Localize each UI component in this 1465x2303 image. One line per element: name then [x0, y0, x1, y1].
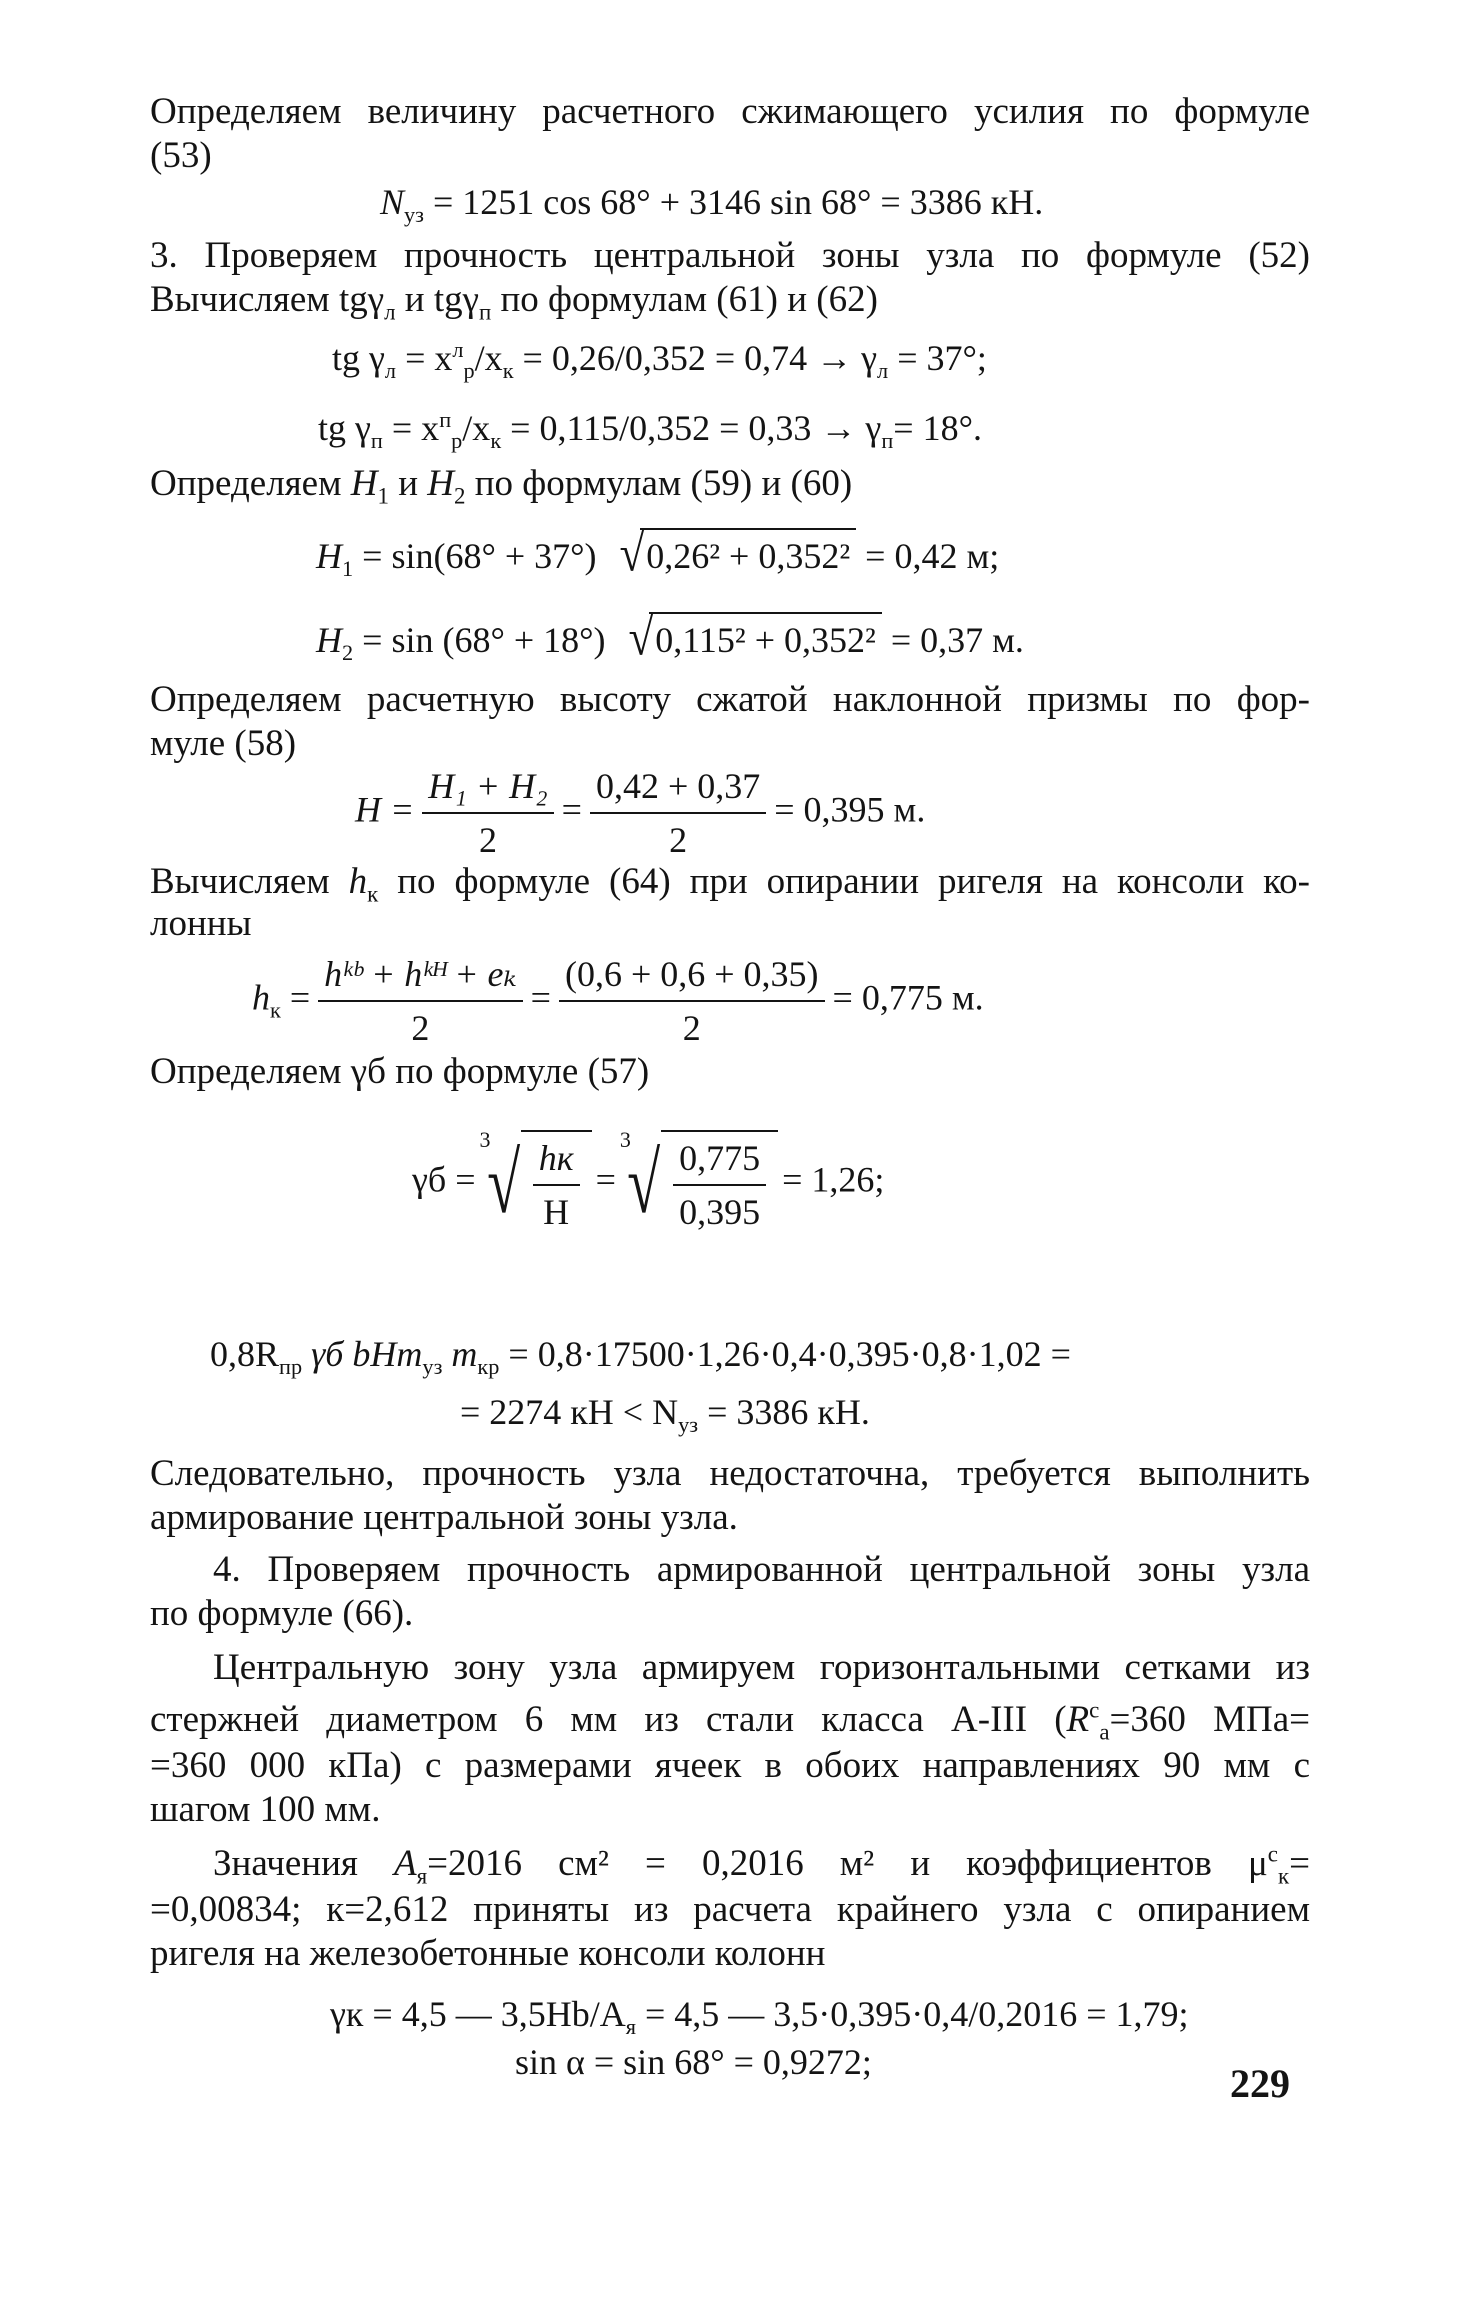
- sub: к: [1277, 1863, 1290, 1889]
- radical-sign: √: [486, 1135, 520, 1231]
- sub: 2: [454, 483, 466, 509]
- text-line: =0,00834; к=2,612 приняты из расчета крайнего узла с опиранием: [150, 1889, 1310, 1930]
- formula-tg-gamma-l: [332, 334, 987, 382]
- root-index: 3: [619, 1127, 631, 1152]
- fraction: [559, 950, 825, 1052]
- radical-sign: √: [619, 524, 645, 582]
- expr: γб bHm: [302, 1334, 423, 1374]
- expr: = 3386 кН.: [698, 1392, 870, 1432]
- expr: = 1251 cos 68° + 3146 sin 68° = 3386 кН.: [424, 182, 1044, 222]
- sub: л: [384, 299, 396, 325]
- text-line: по формуле (66).: [150, 1593, 414, 1634]
- var: h: [252, 977, 270, 1018]
- text: =: [1289, 1843, 1310, 1884]
- expr: m: [442, 1334, 478, 1374]
- expr: = 0,42 м;: [856, 536, 1000, 576]
- sub: я: [625, 2014, 636, 2040]
- text: и: [388, 463, 428, 504]
- text-line: ригеля на железобетонные консоли колонн: [150, 1933, 826, 1974]
- text: Определяем: [150, 463, 351, 504]
- expr: = 4,5 — 3,5·0,395·0,4/0,2016 = 1,79;: [635, 1994, 1189, 2034]
- formula-gamma-k: [330, 1990, 1189, 2038]
- sup: с: [1089, 1697, 1100, 1723]
- expr: = x: [396, 338, 453, 378]
- page-number: 229: [1230, 2061, 1290, 2106]
- formula-check-2: [460, 1388, 870, 1436]
- expr: = 2274 кН < N: [460, 1392, 679, 1432]
- formula-hk: [252, 950, 984, 1052]
- var: H: [316, 536, 342, 576]
- formula-tg-gamma-p: [318, 404, 982, 452]
- var: h: [348, 861, 368, 902]
- var: H: [316, 620, 342, 660]
- expr: = sin (68° + 18°): [353, 620, 615, 660]
- sub: к: [490, 428, 502, 454]
- expr: γб =: [412, 1159, 476, 1200]
- square-root: [615, 608, 882, 666]
- cube-root: [619, 1127, 778, 1236]
- text: =2016 см² = 0,2016 м² и коэффициентов μ: [427, 1843, 1268, 1884]
- expr: =: [280, 977, 311, 1018]
- var: H =: [355, 789, 415, 830]
- denominator: 2: [682, 1008, 701, 1048]
- text-line: [150, 276, 1310, 324]
- expr: = 0,775 м.: [832, 977, 984, 1018]
- sub: л: [877, 358, 889, 384]
- text-line: =360 000 кПа) с размерами ячеек в обоих направлениях 90 мм с: [150, 1745, 1310, 1786]
- text: и tgγ: [395, 279, 479, 320]
- square-root: [606, 524, 857, 582]
- numerator: H₁ + H₂: [422, 762, 553, 814]
- sub: 1: [377, 483, 389, 509]
- sub: а: [1099, 1719, 1110, 1745]
- expr: =: [595, 1159, 616, 1200]
- expr: tg γ: [318, 408, 371, 448]
- text: стержней диаметром 6 мм из стали класса А-III (: [150, 1699, 1067, 1740]
- formula-h1: [316, 524, 1000, 582]
- fraction: [673, 1134, 766, 1236]
- text: =360 МПа=: [1109, 1699, 1310, 1740]
- radicand: [521, 1130, 592, 1236]
- text-line: Определяем γб по формуле (57): [150, 1051, 650, 1092]
- expr: = 1,26;: [782, 1159, 885, 1200]
- text: по формуле (64) при опирании ригеля на консоли ко-: [378, 861, 1310, 902]
- var: H: [427, 463, 455, 504]
- var: N: [380, 182, 405, 222]
- text-line: Следовательно, прочность узла недостаточна, требуется выполнить: [150, 1453, 1310, 1494]
- formula-h-avg: [355, 762, 925, 864]
- denominator: 2: [478, 820, 497, 860]
- formula-n-uz: [380, 178, 1043, 226]
- text: Значения: [213, 1843, 394, 1884]
- formula-h2: [316, 608, 1024, 666]
- sup: л: [452, 337, 464, 362]
- numerator: 0,775: [673, 1134, 766, 1186]
- expr: = 0,37 м.: [881, 620, 1024, 660]
- fraction: [590, 762, 766, 864]
- formula-gamma-b: [412, 1127, 885, 1236]
- radical-sign: √: [628, 608, 654, 666]
- text-line: Центральную зону узла армируем горизонтальными сетками из: [213, 1647, 1310, 1688]
- text: по формулам (61) и (62): [491, 279, 878, 320]
- sub: уз: [678, 1412, 699, 1438]
- expr: 0,8R: [210, 1334, 280, 1374]
- denominator: 2: [411, 1008, 430, 1048]
- radical-sign: √: [626, 1135, 661, 1231]
- text-line: армирование центральной зоны узла.: [150, 1497, 738, 1538]
- fraction: [533, 1134, 580, 1236]
- text-line: Определяем расчетную высоту сжатой наклонной призмы по фор-: [150, 679, 1310, 720]
- numerator: hк: [533, 1134, 580, 1186]
- denominator: 2: [669, 820, 688, 860]
- formula-sin-alpha: sin α = sin 68° = 0,9272;: [515, 2042, 872, 2082]
- expr: = 37°;: [888, 338, 987, 378]
- sub: л: [384, 358, 397, 384]
- radicand: 0,115² + 0,352²: [649, 612, 882, 664]
- var: R: [1066, 1699, 1090, 1740]
- text-line: муле (58): [150, 723, 297, 764]
- text-line: 4. Проверяем прочность армированной центральной зоны узла: [213, 1549, 1310, 1590]
- var: H: [350, 463, 378, 504]
- expr: tg γ: [332, 338, 385, 378]
- text-line: [150, 1696, 1310, 1744]
- numerator: 0,42 + 0,37: [590, 762, 766, 814]
- radicand: [661, 1130, 778, 1236]
- text-line: шагом 100 мм.: [150, 1789, 381, 1830]
- sub: п: [370, 428, 383, 454]
- var: A: [393, 1843, 417, 1884]
- sub: уз: [404, 202, 424, 228]
- text: Вычисляем tgγ: [150, 279, 385, 320]
- sub: к: [502, 358, 514, 384]
- expr: = x: [382, 408, 440, 448]
- cube-root: [479, 1127, 592, 1236]
- expr: =: [530, 977, 551, 1018]
- sub: р: [463, 358, 475, 384]
- sub: пр: [279, 1354, 303, 1380]
- sub: я: [416, 1863, 428, 1889]
- radicand: 0,26² + 0,352²: [640, 528, 856, 580]
- denominator: 0,395: [679, 1192, 761, 1232]
- sub: 2: [342, 640, 354, 666]
- numerator: hᵏᵇ + hᵏᴴ + eₖ: [318, 950, 522, 1002]
- sub: 1: [342, 556, 354, 582]
- text: Вычисляем: [150, 861, 349, 902]
- expr: /x: [462, 408, 491, 448]
- text-line: лонны: [150, 903, 252, 944]
- text-line: (53): [150, 135, 212, 176]
- sub: к: [367, 881, 379, 907]
- sub: п: [881, 428, 894, 454]
- expr: = 18°.: [893, 408, 982, 448]
- sup: п: [439, 407, 452, 432]
- expr: = 0,26/0,352 = 0,74 → γ: [513, 338, 878, 378]
- text-line: [150, 460, 1310, 508]
- expr: = sin(68° + 37°): [353, 536, 606, 576]
- formula-check-1: [210, 1330, 1071, 1378]
- expr: /x: [474, 338, 503, 378]
- expr: γк = 4,5 — 3,5Hb/A: [330, 1994, 626, 2034]
- expr: = 0,395 м.: [774, 789, 926, 830]
- numerator: (0,6 + 0,6 + 0,35): [559, 950, 825, 1002]
- text-line: [213, 1840, 1310, 1888]
- sub: р: [451, 428, 463, 454]
- text-line: 3. Проверяем прочность центральной зоны узла по формуле (52): [150, 235, 1310, 276]
- root-index: 3: [479, 1127, 491, 1152]
- text: по формулам (59) и (60): [465, 463, 853, 504]
- text-line: [150, 858, 1310, 906]
- fraction: [318, 950, 522, 1052]
- fraction: [422, 762, 553, 864]
- text-line: Определяем величину расчетного сжимающего усилия по формуле: [150, 91, 1310, 132]
- sub: кр: [477, 1354, 500, 1380]
- denominator: H: [543, 1192, 570, 1232]
- expr: = 0,115/0,352 = 0,33 → γ: [501, 408, 882, 448]
- sub: к: [270, 997, 281, 1023]
- expr: =: [561, 789, 582, 830]
- sub: уз: [422, 1354, 443, 1380]
- sup: с: [1267, 1841, 1278, 1867]
- expr: = 0,8·17500·1,26·0,4·0,395·0,8·1,02 =: [499, 1334, 1071, 1374]
- sub: п: [478, 299, 492, 325]
